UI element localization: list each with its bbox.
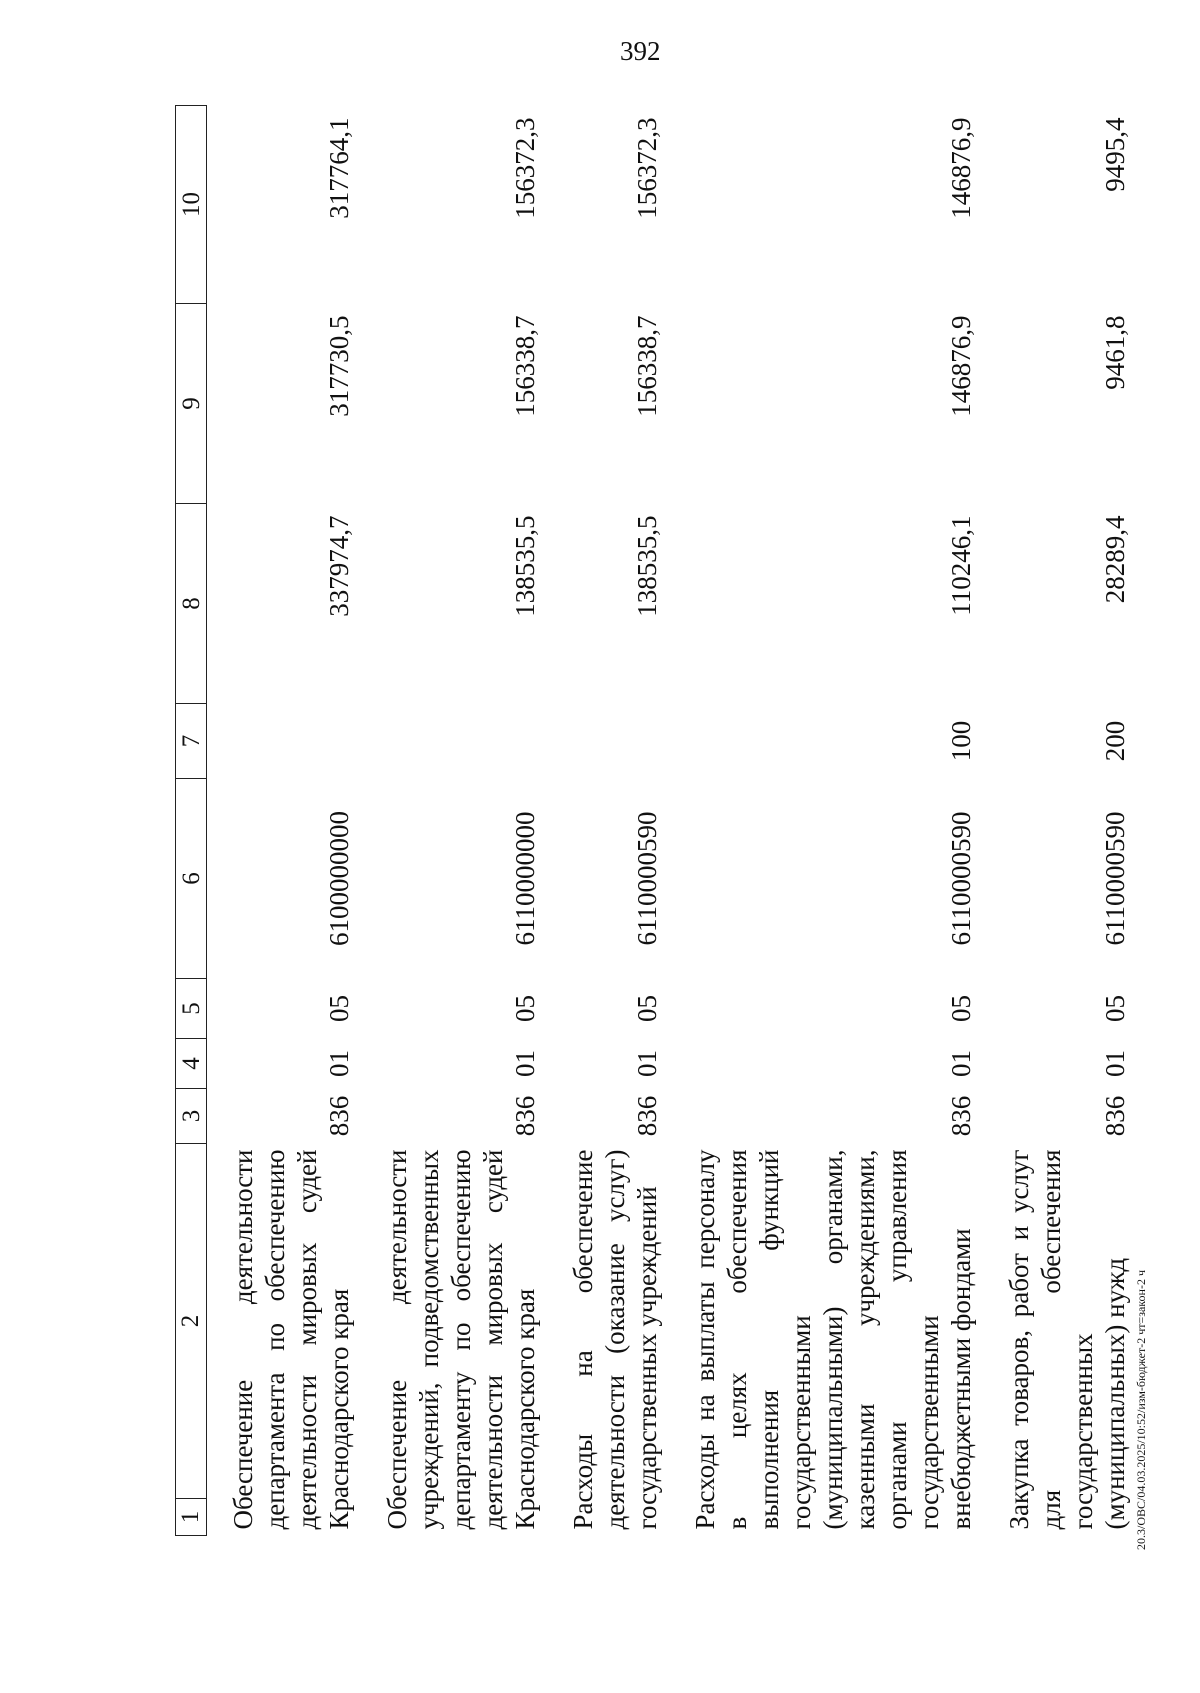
column-number-row: [176, 106, 207, 1536]
rotated-table-container: [175, 106, 1130, 1536]
row-grbs-code: 836: [510, 1095, 540, 1137]
row-amount-col10: 317764,1: [324, 117, 354, 219]
row-amount-col10: 146876,9: [946, 117, 976, 219]
column-header-1: 1: [176, 1498, 206, 1535]
row-expense-type: [561, 704, 669, 779]
row-name: Закупка товаров, работ и услуг для обеспечения государственных (муниципальных) нужд: [1004, 1149, 1130, 1530]
table-row: [375, 106, 547, 1536]
row-target-article: 6100000000: [324, 811, 354, 946]
row-section-code: 01: [946, 1050, 976, 1077]
row-expense-type: 100: [946, 720, 976, 762]
row-amount-col10: 156372,3: [510, 117, 540, 219]
table-spacer: [983, 106, 997, 1536]
row-expense-type: [221, 704, 361, 779]
row-section-code: 01: [510, 1050, 540, 1077]
column-header-6: 6: [176, 779, 207, 979]
table-row: [221, 106, 361, 1536]
column-header-1-2: [176, 1144, 207, 1536]
row-grbs-code: 836: [324, 1095, 354, 1137]
row-target-article: 6110000000: [510, 811, 540, 946]
row-expense-type: [375, 704, 547, 779]
row-grbs-code: 836: [946, 1095, 976, 1137]
row-subsection-code: 05: [510, 995, 540, 1022]
row-amount-col10: 156372,3: [632, 117, 662, 219]
column-header-5: 5: [176, 979, 207, 1039]
budget-table: [175, 105, 1137, 1536]
footer-text: 20.3/ОВС/04.03.2025/10:52/изм-бюджет-2 чт=закон-2 ч: [1134, 1270, 1148, 1550]
row-name: Обеспечение деятельности учреждений, подведомственных департаменту по обеспечению деятельности мировых судей Краснодарского края: [382, 1149, 540, 1530]
row-grbs-code: 836: [1100, 1095, 1130, 1137]
row-expense-type: 200: [1100, 720, 1130, 762]
row-amount-col8: 138535,5: [510, 515, 540, 617]
column-header-4: 4: [176, 1039, 207, 1089]
column-header-3: 3: [176, 1089, 207, 1144]
table-spacer: [547, 106, 561, 1536]
row-subsection-code: 05: [632, 995, 662, 1022]
row-amount-col8: 337974,7: [324, 515, 354, 617]
page-number: 392: [620, 36, 661, 66]
row-amount-col8: 138535,5: [632, 515, 662, 617]
row-section-code: 01: [1100, 1050, 1130, 1077]
row-amount-col8: 110246,1: [946, 515, 976, 616]
table-spacer: [669, 106, 683, 1536]
row-section-code: 01: [632, 1050, 662, 1077]
table-row: [561, 106, 669, 1536]
row-amount-col9: 146876,9: [946, 315, 976, 417]
column-header-2: 2: [177, 1314, 204, 1328]
column-header-8: 8: [176, 504, 207, 704]
row-amount-col10: 9495,4: [1100, 117, 1130, 192]
column-header-10: 10: [176, 106, 207, 304]
row-subsection-code: 05: [324, 995, 354, 1022]
row-target-article: 6110000590: [946, 811, 976, 946]
row-subsection-code: 05: [1100, 995, 1130, 1022]
row-name: Расходы на выплаты персоналу в целях обеспечения выполнения функций государственными (муниципальными) органами, казенными учреждениями, органами управления государственными внебюджетными фондами: [690, 1149, 976, 1530]
row-amount-col9: 156338,7: [510, 315, 540, 417]
row-amount-col8: 28289,4: [1100, 515, 1130, 604]
row-target-article: 6110000590: [1100, 811, 1130, 946]
row-grbs-code: 836: [632, 1095, 662, 1137]
column-header-7: 7: [176, 704, 207, 779]
table-spacer: [361, 106, 375, 1536]
row-name: Расходы на обеспечение деятельности (оказание услуг) государственных учреждений: [568, 1149, 662, 1530]
table-row: [683, 106, 983, 1536]
row-amount-col9: 156338,7: [632, 315, 662, 417]
row-section-code: 01: [324, 1050, 354, 1077]
column-header-9: 9: [176, 304, 207, 504]
row-amount-col9: 9461,8: [1100, 315, 1130, 390]
row-subsection-code: 05: [946, 995, 976, 1022]
table-row: [997, 106, 1137, 1536]
row-amount-col9: 317730,5: [324, 315, 354, 417]
row-target-article: 6110000590: [632, 811, 662, 946]
row-name: Обеспечение деятельности департамента по обеспечению деятельности мировых судей Краснодарского края: [228, 1149, 354, 1530]
table-spacer: [207, 106, 222, 1536]
